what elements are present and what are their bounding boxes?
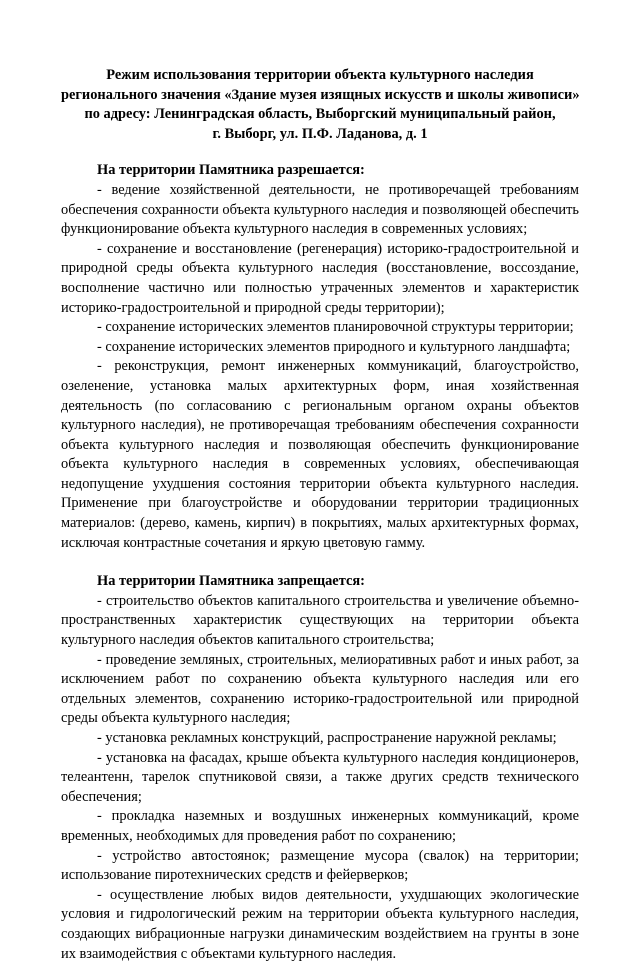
title-line: г. Выборг, ул. П.Ф. Ладанова, д. 1 bbox=[212, 125, 428, 142]
prohibited-item: - осуществление любых видов деятельности, ухудшающих экологические условия и гидрологический режим на территории объекта культурного наследия, создающих вибрационные нагрузки динамическим воздействием на грунты в зоне их взаимодействия с объектами культурного наследия. bbox=[61, 886, 579, 962]
section-spacer bbox=[61, 553, 579, 572]
prohibited-heading: На территории Памятника запрещается: bbox=[97, 573, 365, 590]
title-line: Режим использования территории объекта культурного наследия bbox=[106, 67, 534, 83]
document-page bbox=[61, 66, 579, 964]
prohibited-item: - строительство объектов капитального строительства и увеличение объемно-пространственных характеристик существующих на территории объекта культурного наследия объектов капитального строительства; bbox=[61, 592, 579, 649]
document-title bbox=[61, 66, 579, 144]
allowed-item: - сохранение исторических элементов природного и культурного ландшафта; bbox=[97, 338, 571, 355]
allowed-item: - реконструкция, ремонт инженерных коммуникаций, благоустройство, озеленение, установка малых архитектурных форм, иная хозяйственная деятельность (по согласованию с региональным органом охраны объектов культурного наследия), не противоречащая требованиям обеспечения сохранности объекта культурного наследия и позволяющая обеспечить функционирование объекта культурного наследия в современных условиях, обеспечивающая недопущение ухудшения состояния территории объекта культурного наследия. Применение при благоустройстве и оборудовании территории традиционных материалов: (дерево, камень, кирпич) в покрытиях, малых архитектурных формах, исключая контрастные сочетания и яркую цветовую гамму. bbox=[61, 358, 579, 551]
title-line: регионального значения «Здание музея изящных искусств и школы живописи» bbox=[61, 86, 580, 103]
prohibited-item: - устройство автостоянок; размещение мусора (свалок) на территории; использование пиротехнических средств и фейерверков; bbox=[61, 847, 579, 884]
title-line: по адресу: Ленинградская область, Выборгский муниципальный район, bbox=[84, 106, 556, 123]
prohibited-item: - проведение земляных, строительных, мелиоративных работ и иных работ, за исключением работ по сохранению объекта культурного наследия или его отдельных элементов, сохранению историко-градостроительной или природной среды объекта культурного наследия; bbox=[61, 651, 579, 727]
prohibited-item: - прокладка наземных и воздушных инженерных коммуникаций, кроме временных, необходимых для проведения работ по сохранению; bbox=[61, 808, 579, 844]
allowed-item: - сохранение исторических элементов планировочной структуры территории; bbox=[97, 319, 574, 336]
allowed-item: - сохранение и восстановление (регенерация) историко-градостроительной и природной среды объекта культурного наследия (восстановление, воссоздание, восполнение частично или полностью утраченных элементов и характеристик историко-градостроительной и природной среды территории); bbox=[61, 240, 579, 316]
prohibited-item: - установка рекламных конструкций, распространение наружной рекламы; bbox=[97, 730, 557, 746]
allowed-heading: На территории Памятника разрешается: bbox=[97, 162, 365, 179]
allowed-item: - ведение хозяйственной деятельности, не противоречащей требованиям обеспечения сохранности объекта культурного наследия и позволяющей обеспечить функционирование объекта культурного наследия в современных условиях; bbox=[61, 181, 579, 238]
prohibited-item: - установка на фасадах, крыше объекта культурного наследия кондиционеров, телеантенн, тарелок спутниковой связи, а также других средств технического обеспечения; bbox=[61, 749, 579, 805]
